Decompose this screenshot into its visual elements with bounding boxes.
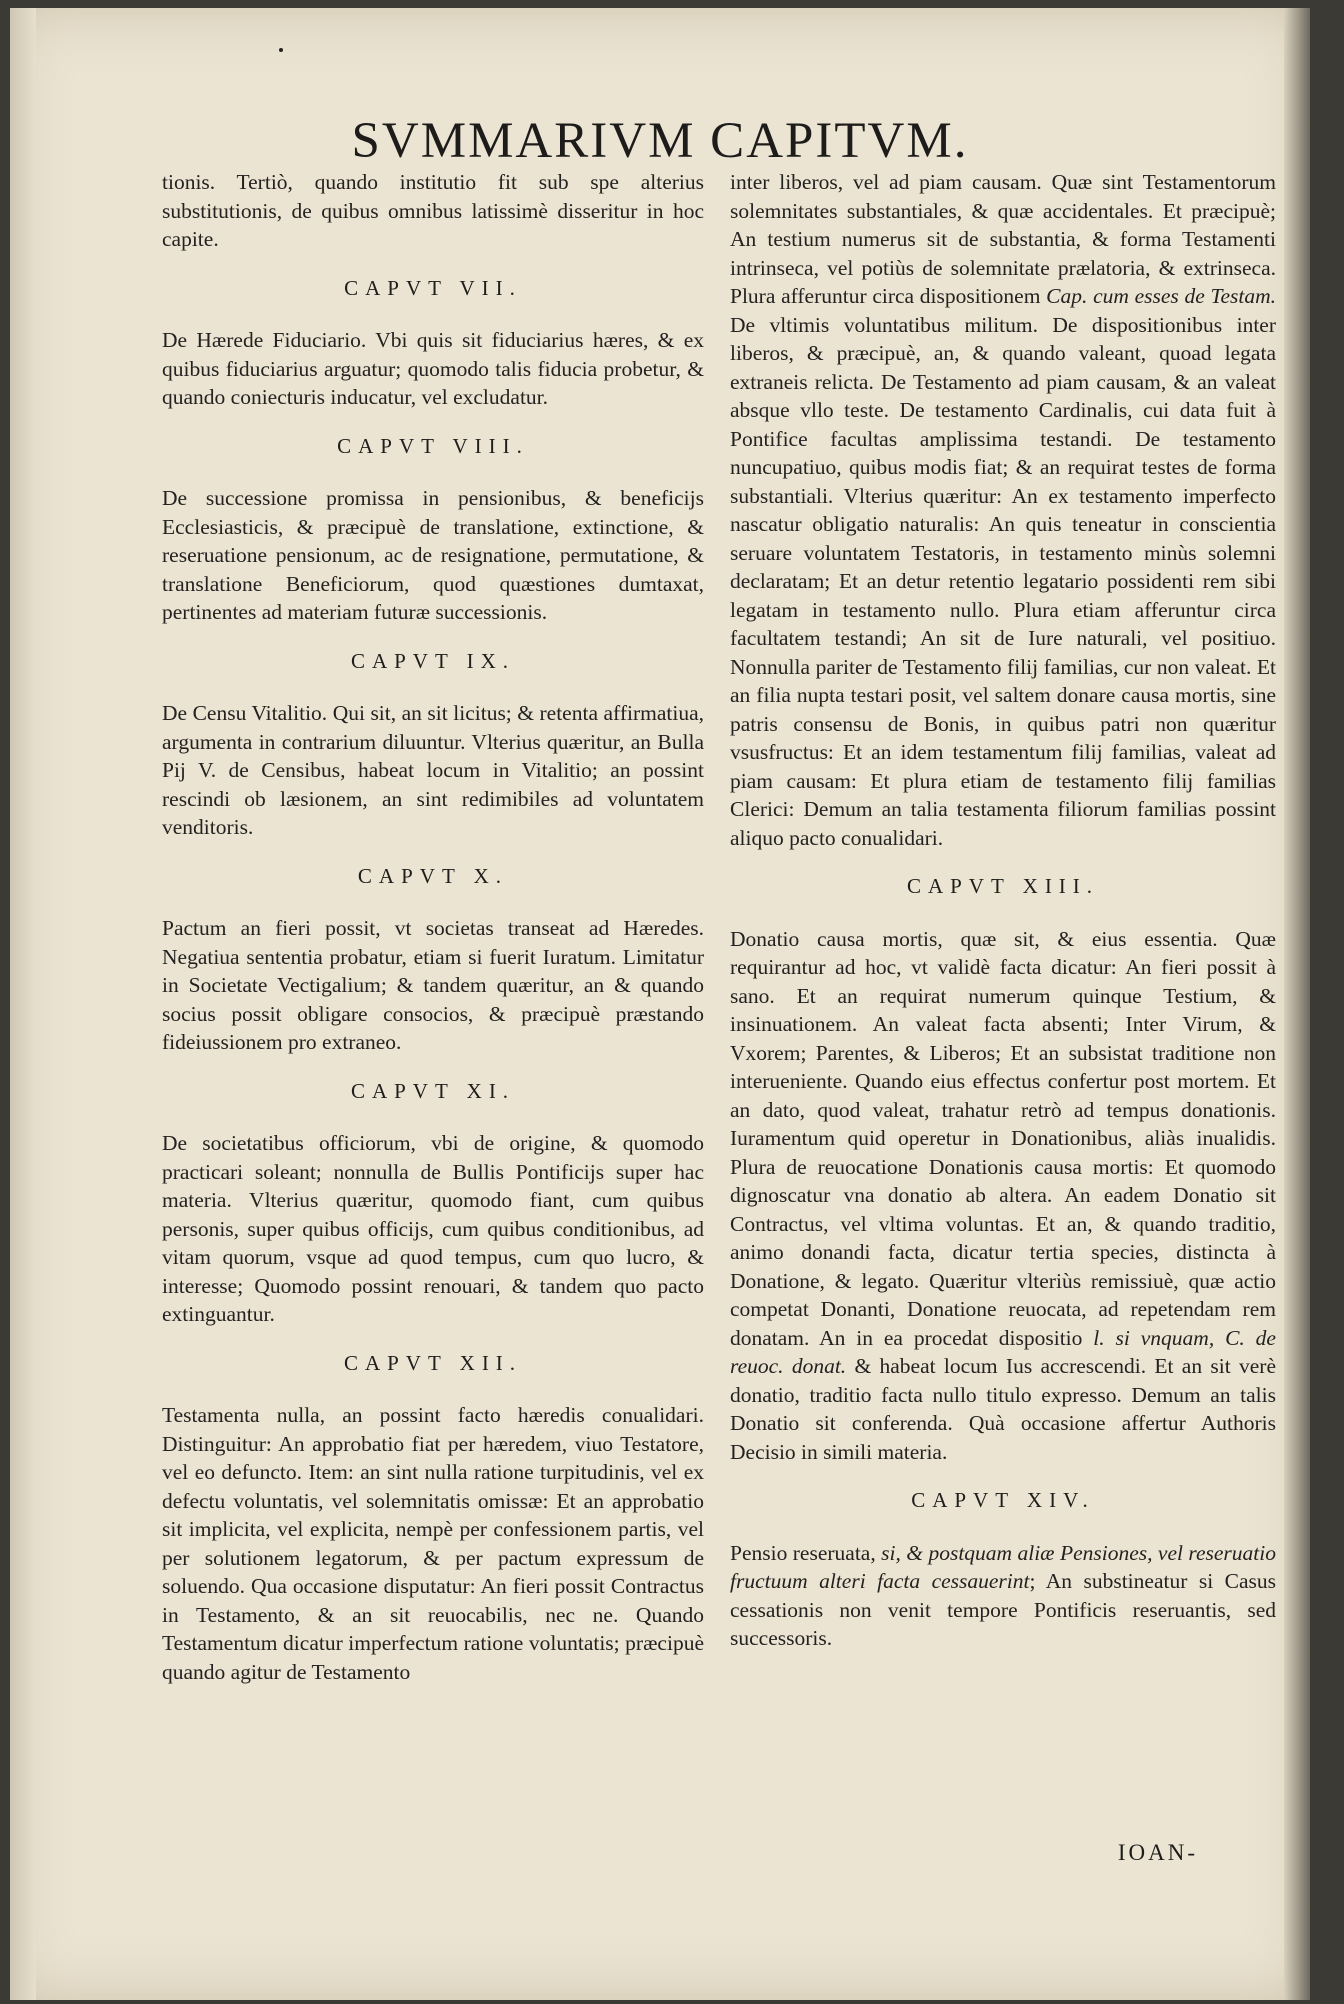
caput-xiii-citation: l. si vnquam, C. de reuoc. donat. bbox=[730, 1325, 1276, 1378]
caput-viii-text: De successione promissa in pensionibus, & beneficijs Ecclesiasticis, & præcipuè de translatione, extinctione, & reseruatione pensionum, ac de resignatione, permutatione, & translatione Beneficiorum, quod quæstiones dumtaxat, pertinentes ad materiam futuræ successionis. bbox=[162, 486, 704, 624]
caput-viii-heading: CAPVT VIII. bbox=[337, 433, 529, 458]
caput-x-heading: CAPVT X. bbox=[357, 863, 509, 888]
caput-ix-text: De Censu Vitalitio. Qui sit, an sit licitus; & retenta affirmatiua, argumenta in contrarium diluuntur. Vlterius quæritur, an Bulla Pij V. de Censibus, habeat locum in Vitalitio; an possint rescindi ob læsionem, an sint redimibiles ad voluntatem venditoris. bbox=[162, 701, 704, 839]
caput-vii-text: De Hærede Fiduciario. Vbi quis sit fiduciarius hæres, & ex quibus fiduciarius arguatur; quomodo talis fiducia probetur, & quando coniecturis inducatur, vel excludatur. bbox=[162, 328, 704, 409]
caput-xii-heading: CAPVT XII. bbox=[343, 1350, 523, 1375]
page-edge bbox=[1284, 8, 1310, 2000]
right-intro-citation: Cap. cum esses de Testam. bbox=[1046, 284, 1276, 308]
right-column bbox=[730, 168, 1276, 1653]
caput-xiv-text bbox=[730, 1539, 1276, 1653]
caput-xiv-heading: CAPVT XIV. bbox=[911, 1488, 1095, 1512]
caput-ix-heading: CAPVT IX. bbox=[350, 648, 516, 673]
caput-xiii-heading: CAPVT XIII. bbox=[906, 874, 1100, 898]
page-title: SVMMARIVM CAPITVM. bbox=[351, 113, 969, 169]
left-intro-text: tionis. Tertiò, quando institutio fit sub spe alterius substitutionis, de quibus omnibus latissimè disseritur in hoc capite. bbox=[162, 170, 704, 251]
caput-xiv-part-a: Pensio reseruata, bbox=[730, 1540, 882, 1565]
left-column bbox=[162, 168, 704, 1686]
caput-vii-heading: CAPVT VII. bbox=[344, 275, 522, 300]
ink-dot bbox=[279, 48, 283, 52]
catchword: IOAN- bbox=[1117, 1840, 1198, 1865]
right-intro-text bbox=[730, 168, 1276, 852]
caput-xi-heading: CAPVT XI. bbox=[350, 1078, 516, 1103]
right-intro-part-b: De vltimis voluntatibus militum. De dispositionibus inter liberos, & præcipuè, an, & quando valeant, quoad legata extraneis relicta. De Testamento ad piam causam, & an valeat absque vllo teste. De testamento Cardinalis, cui data fuit à Pontifice facultas amplissima testandi. De testamento nuncupatiuo, quibus modis fiat; & an requirat testes de forma substantiali. Vlterius quæritur: An ex testamento imperfecto nascatur obligatio naturalis: An quis teneatur in conscientia seruare voluntatem Testatoris, in testamento minùs solemni declaratam; Et an detur retentio legatario possidenti rem sibi legatam in testamento nullo. Plura etiam afferuntur circa facultatem testandi; An sit de Iure naturali, vel positiuo. Nonnulla pariter de Testamento filij familias, cur non valeat. Et an filia nupta testari posit, vel saltem donare causa mortis, sine patris consensu de Bonis, in quibus patri non quæritur vsusfructus: Et an idem testamentum filij familias, valeat ad piam causam: Et plura etiam de testamento filij familias Clerici: Demum an talia testamenta filiorum familias possint aliquo pacto conualidari. bbox=[730, 312, 1276, 850]
page-gutter-shadow bbox=[10, 8, 36, 2000]
caput-xi-text: De societatibus officiorum, vbi de origine, & quomodo practicari soleant; nonnulla de Bullis Pontificijs super hac materia. Vlterius quæritur, quomodo fiant, cum quibus personis, super quibus officijs, cum quibus conditionibus, ad vitam quorum, vsque ad quod tempus, cum quo lucro, & interesse; Quomodo possint renouari, & tandem quo pacto extinguantur. bbox=[162, 1131, 704, 1326]
book-page bbox=[10, 8, 1310, 2000]
caput-xii-text: Testamenta nulla, an possint facto hæredis conualidari. Distinguitur: An approbatio fiat per hæredem, viuo Testatore, vel eo defuncto. Item: an sint nulla ratione turpitudinis, vel ex defectu voluntatis, vel solemnitatis omissæ: Et an approbatio sit implicita, vel explicita, nempè per confessionem partis, vel per solutionem legatorum, & per pactum expressum de soluendo. Qua occasione disputatur: An fieri possit Contractus in Testamento, & an sit reuocabilis, nec ne. Quando Testamentum dicatur imperfectum ratione voluntatis; præcipuè quando agitur de Testamento bbox=[162, 1403, 704, 1684]
right-intro-part-a: inter liberos, vel ad piam causam. Quæ sint Testamentorum solemnitates substantiales, & quæ accidentales. Et præcipuè; An testium numerus sit de substantia, & forma Testamenti intrinseca, vel potiùs de solemnitate prælatoria, & extrinseca. Plura afferuntur circa dispositionem bbox=[730, 170, 1276, 308]
caput-xiv-part-b: ; An substineatur si Casus cessationis non venit tempore Pontificis reseruantis, sed successoris. bbox=[730, 1569, 1276, 1650]
caput-xiv-italic: si, & postquam aliæ Pensiones, vel reseruatio fructuum alteri facta cessauerint bbox=[730, 1540, 1276, 1593]
caput-xiii-part-b: & habeat locum Ius accrescendi. Et an sit verè donatio, traditio facta nullo titulo expresso. Demum an talis Donatio sit conferenda. Quà occasione affertur Authoris Decisio in simili materia. bbox=[730, 1354, 1276, 1464]
caput-xiii-text bbox=[730, 925, 1276, 1467]
caput-xiii-part-a: Donatio causa mortis, quæ sit, & eius essentia. Quæ requirantur ad hoc, vt validè facta dicatur: An fieri possit à sano. Et an requirat numerum quinque Testium, & insinuationem. An valeat facta absenti; Inter Virum, & Vxorem; Parentes, & Liberos; Et an subsistat traditione non interueniente. Quando eius effectus confertur post mortem. Et an dato, quod valeat, trahatur retrò ad tempus donationis. Iuramentum quid operetur in Donationibus, aliàs inualidis. Plura de reuocatione Donationis causa mortis: Et quomodo dignoscatur vna donatio ab altera. An eadem Donatio sit Contractus, vel vltima voluntas. Et an, & quando traditio, animo donandi facta, dicatur tertia species, distincta à Donatione, & legato. Quæritur vlteriùs remissiuè, quæ actio competat Donanti, Donatione reuocata, ad repetendam rem donatam. An in ea procedat dispositio bbox=[730, 926, 1276, 1350]
caput-x-text: Pactum an fieri possit, vt societas transeat ad Hæredes. Negatiua sententia probatur, etiam si fuerit Iuratum. Limitatur in Societate Vectigalium; & tandem quæritur, an & quando socius possit obligare consocios, & præcipuè præstando fideiussionem pro extraneo. bbox=[162, 916, 704, 1054]
